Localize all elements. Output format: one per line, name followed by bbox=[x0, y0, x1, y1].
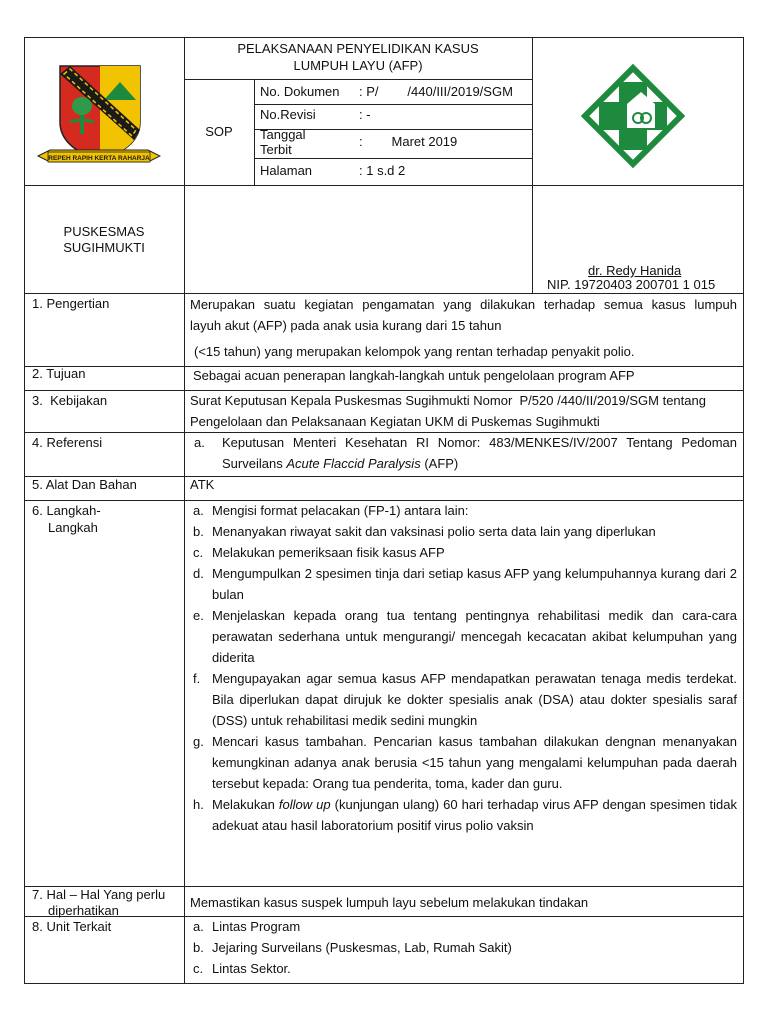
coat-of-arms-logo bbox=[36, 60, 161, 175]
list-marker: f. bbox=[193, 671, 201, 686]
list-item-text: Mencari kasus tambahan. Pencarian kasus tambahan dilakukan dengnan menanyakan kemungkinan adanya anak berusia <15 tahun yang mengalami kelumpuhan pada daerah tersebut kepada: Orang tua penderita, toma, kader dan guru. bbox=[212, 734, 737, 791]
org-name-line2: SUGIHMUKTI bbox=[63, 240, 145, 255]
pengertian-line2: layuh akut (AFP) pada anak usia kurang dari 15 tahun bbox=[190, 318, 502, 333]
document-title-line1: PELAKSANAAN PENYELIDIKAN KASUS bbox=[237, 41, 479, 56]
signer-name: dr. Redy Hanida bbox=[588, 263, 682, 278]
list-marker: b. bbox=[193, 940, 204, 955]
list-item-text: Mengupayakan agar semua kasus AFP mendapatkan perawatan tenaga medis terdekat. Bila diperlukan dapat dirujuk ke dokter spesialis anak (DSA) atau dokter spesialis saraf (DSS) untuk rehabilitasi medik sedini mungkin bbox=[212, 671, 737, 728]
kebijakan-line2: Pengelolaan dan Pelaksanaan Kegiatan UKM di Puskemas Sugihmukti bbox=[190, 414, 600, 429]
section-label-kebijakan: 3. Kebijakan bbox=[32, 393, 108, 408]
list-item bbox=[186, 916, 737, 937]
meta-no-dokumen-label: No. Dokumen bbox=[260, 84, 340, 99]
section-label-alat: 5. Alat Dan Bahan bbox=[32, 477, 137, 492]
sop-label: SOP bbox=[205, 124, 233, 139]
list-marker: g. bbox=[193, 734, 204, 749]
org-name-line1: PUSKESMAS bbox=[63, 224, 145, 239]
section-label-hal-line2: diperhatikan bbox=[48, 903, 119, 918]
section-label-langkah-line2: Langkah bbox=[48, 520, 98, 535]
list-marker: e. bbox=[193, 608, 204, 623]
section-label-langkah-line1: 6. Langkah- bbox=[32, 503, 101, 518]
section-label-unit: 8. Unit Terkait bbox=[32, 919, 112, 934]
list-item bbox=[186, 521, 737, 542]
list-item bbox=[186, 605, 737, 668]
list-item bbox=[186, 794, 737, 836]
list-marker: c. bbox=[193, 545, 204, 560]
list-item bbox=[186, 668, 737, 731]
kebijakan-line1: Surat Keputusan Kepala Puskesmas Sugihmukti Nomor P/520 /440/II/2019/SGM tentang bbox=[190, 393, 706, 408]
langkah-list bbox=[186, 500, 737, 836]
signer-nip: NIP. 19720403 200701 1 015 bbox=[547, 277, 716, 292]
document-title-line2: LUMPUH LAYU (AFP) bbox=[293, 58, 423, 73]
list-marker: h. bbox=[193, 797, 204, 812]
list-item bbox=[186, 542, 737, 563]
list-marker: a. bbox=[193, 919, 204, 934]
meta-tanggal-label-line1: Tanggal bbox=[260, 127, 306, 142]
list-item-text: Melakukan follow up (kunjungan ulang) 60 hari terhadap virus AFP dengan spesimen tidak adekuat atau hasil laboratorium positif virus polio vaksin bbox=[212, 797, 737, 833]
list-item-text: Jejaring Surveilans (Puskesmas, Lab, Rumah Sakit) bbox=[212, 940, 512, 955]
list-item-text: Lintas Program bbox=[212, 919, 301, 934]
logo-banner-text: REPEH RAPIH KERTA RAHARJA bbox=[48, 155, 150, 162]
meta-tanggal-value: : Maret 2019 bbox=[359, 134, 458, 149]
meta-no-dokumen-value: : P/ /440/III/2019/SGM bbox=[359, 84, 513, 99]
section-label-pengertian: 1. Pengertian bbox=[32, 296, 110, 311]
meta-tanggal-label-line2: Terbit bbox=[260, 142, 292, 157]
referensi-line2: Surveilans Acute Flaccid Paralysis (AFP) bbox=[222, 456, 459, 471]
list-item-text: Menjelaskan kepada orang tua tentang pentingnya rehabilitasi medik dan cara-cara perawatan sederhana untuk mengurangi/ mencegah kecacatan akibat kelumpuhan yang diderita bbox=[212, 608, 737, 665]
list-item-text: Menanyakan riwayat sakit dan vaksinasi polio serta data lain yang diperlukan bbox=[212, 524, 656, 539]
meta-no-revisi-label: No.Revisi bbox=[260, 107, 316, 122]
list-item-text: Lintas Sektor. bbox=[212, 961, 291, 976]
meta-halaman-value: : 1 s.d 2 bbox=[359, 163, 406, 178]
list-marker: c. bbox=[193, 961, 204, 976]
list-item-text: Melakukan pemeriksaan fisik kasus AFP bbox=[212, 545, 445, 560]
section-label-hal-line1: 7. Hal – Hal Yang perlu bbox=[32, 887, 166, 902]
meta-no-revisi-value: : - bbox=[359, 107, 371, 122]
meta-halaman-label: Halaman bbox=[260, 163, 313, 178]
referensi-line1: Keputusan Menteri Kesehatan RI Nomor: 483/MENKES/IV/2007 Tentang Pedoman bbox=[222, 435, 737, 450]
list-marker: a. bbox=[193, 503, 204, 518]
referensi-marker: a. bbox=[194, 435, 205, 450]
pengertian-line1: Merupakan suatu kegiatan pengamatan yang dilakukan terhadap semua kasus lumpuh bbox=[190, 297, 737, 312]
list-marker: d. bbox=[193, 566, 204, 581]
list-item-text: Mengumpulkan 2 spesimen tinja dari setiap kasus AFP yang kelumpuhannya kurang dari 2 bulan bbox=[212, 566, 737, 602]
unit-list bbox=[186, 916, 737, 979]
list-item-text: Mengisi format pelacakan (FP-1) antara lain: bbox=[212, 503, 469, 518]
alat-text: ATK bbox=[190, 477, 215, 492]
list-item bbox=[186, 958, 737, 979]
list-item bbox=[186, 731, 737, 794]
pengertian-line3: (<15 tahun) yang merupakan kelompok yang rentan terhadap penyakit polio. bbox=[194, 344, 635, 359]
list-item bbox=[186, 563, 737, 605]
puskesmas-cross-logo bbox=[581, 64, 685, 168]
list-marker: b. bbox=[193, 524, 204, 539]
section-label-referensi: 4. Referensi bbox=[32, 435, 103, 450]
section-label-tujuan: 2. Tujuan bbox=[32, 366, 86, 381]
tujuan-text: Sebagai acuan penerapan langkah-langkah untuk pengelolaan program AFP bbox=[193, 368, 635, 383]
hal-text: Memastikan kasus suspek lumpuh layu sebelum melakukan tindakan bbox=[190, 895, 589, 910]
list-item bbox=[186, 500, 737, 521]
list-item bbox=[186, 937, 737, 958]
